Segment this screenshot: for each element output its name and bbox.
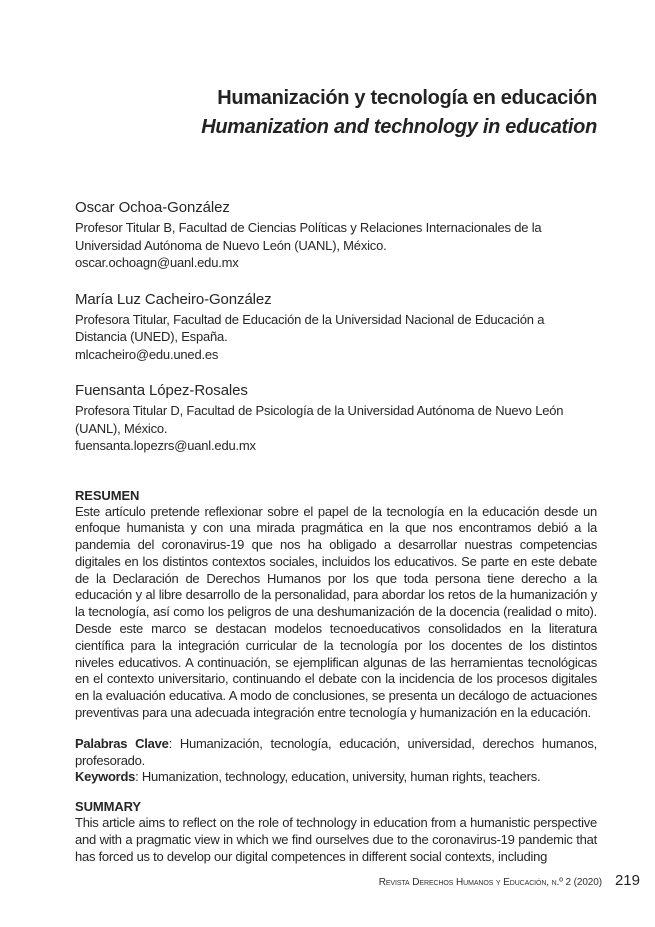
footer-journal-citation: Revista Derechos Humanos y Educación, n.º 2 (2020) — [378, 877, 602, 888]
summary-heading: SUMMARY — [75, 799, 141, 815]
author-email: mlcacheiro@edu.uned.es — [75, 346, 219, 362]
summary-section — [75, 798, 597, 865]
keywords-text: : Humanization, technology, education, university, human rights, teachers. — [135, 769, 541, 785]
footer-page-number: 219 — [614, 872, 640, 889]
palabras-clave-line — [75, 736, 597, 770]
author-email: oscar.ochoagn@uanl.edu.mx — [75, 255, 239, 270]
author-block-1 — [75, 198, 597, 272]
keywords-label: Keywords — [75, 769, 136, 785]
resumen-text: Este artículo pretende reflexionar sobre el papel de la tecnología en la educación desde un enfoque humanista y con una mirada pragmática en la que nos encontramos debió a la pandemia del coronavirus-19 que nos ha obligado a desarrollar nuestras competencias digitales en los distintos contextos sociales, incluidos los educativos. Se parte en este debate de la Declaración de Derechos Humanos por los que toda persona tiene derecho a la educación y al libre desarrollo de la personalidad, para abordar los retos de la humanización y la tecnología, así como los peligros de una deshumanización de la docencia (realidad o mito). Desde este marco se destacan modelos tecnoeducativos consolidados en la literatura científica para la integración curricular de la tecnología por los docentes de los distintos niveles educativos. A continuación, se ejemplifican algunas de las herramientas tecnológicas en el contexto universitario, continuando el debate con la incidencia de los procesos digitales en la evaluación educativa. A modo de conclusiones, se presenta un decálogo de actuaciones preventivas para una adecuada integración entre tecnología y humanización en la educación. — [75, 503, 597, 721]
palabras-clave-text: : Humanización, tecnología, educación, universidad, derechos humanos, profesorado. — [75, 735, 597, 768]
page-title-english: Humanization and technology in education — [201, 116, 597, 138]
author-affiliation: Profesora Titular, Facultad de Educación de la Universidad Nacional de Educación a Distancia (UNED), España. — [75, 311, 545, 344]
page-footer — [379, 872, 640, 889]
author-name: Oscar Ochoa-González — [75, 199, 230, 216]
author-block-3 — [75, 381, 597, 455]
keywords-line — [75, 769, 597, 786]
authors-block — [75, 198, 597, 455]
author-name: Fuensanta López-Rosales — [75, 382, 248, 399]
resumen-section — [75, 487, 597, 722]
author-name: María Luz Cacheiro-González — [75, 290, 272, 308]
author-email: fuensanta.lopezrs@uanl.edu.mx — [75, 438, 256, 453]
author-block-2 — [75, 290, 597, 364]
article-content — [75, 0, 597, 866]
author-affiliation: Profesor Titular B, Facultad de Ciencias Políticas y Relaciones Internacionales de la Universidad Autónoma de Nuevo León (UANL), México. — [75, 220, 542, 253]
article-title-block — [75, 84, 597, 142]
keywords-block — [75, 736, 597, 786]
author-affiliation: Profesora Titular D, Facultad de Psicología de la Universidad Autónoma de Nuevo León (UANL), México. — [75, 403, 564, 436]
summary-text: This article aims to reflect on the role of technology in education from a humanistic perspective and with a pragmatic view in which we find ourselves due to the coronavirus-19 pandemic that has forced us to develop our digital competences in different social contexts, including — [75, 815, 597, 864]
palabras-clave-label: Palabras Clave — [75, 735, 169, 751]
resumen-heading: RESUMEN — [75, 487, 140, 503]
page-title-spanish: Humanización y tecnología en educación — [217, 87, 597, 109]
